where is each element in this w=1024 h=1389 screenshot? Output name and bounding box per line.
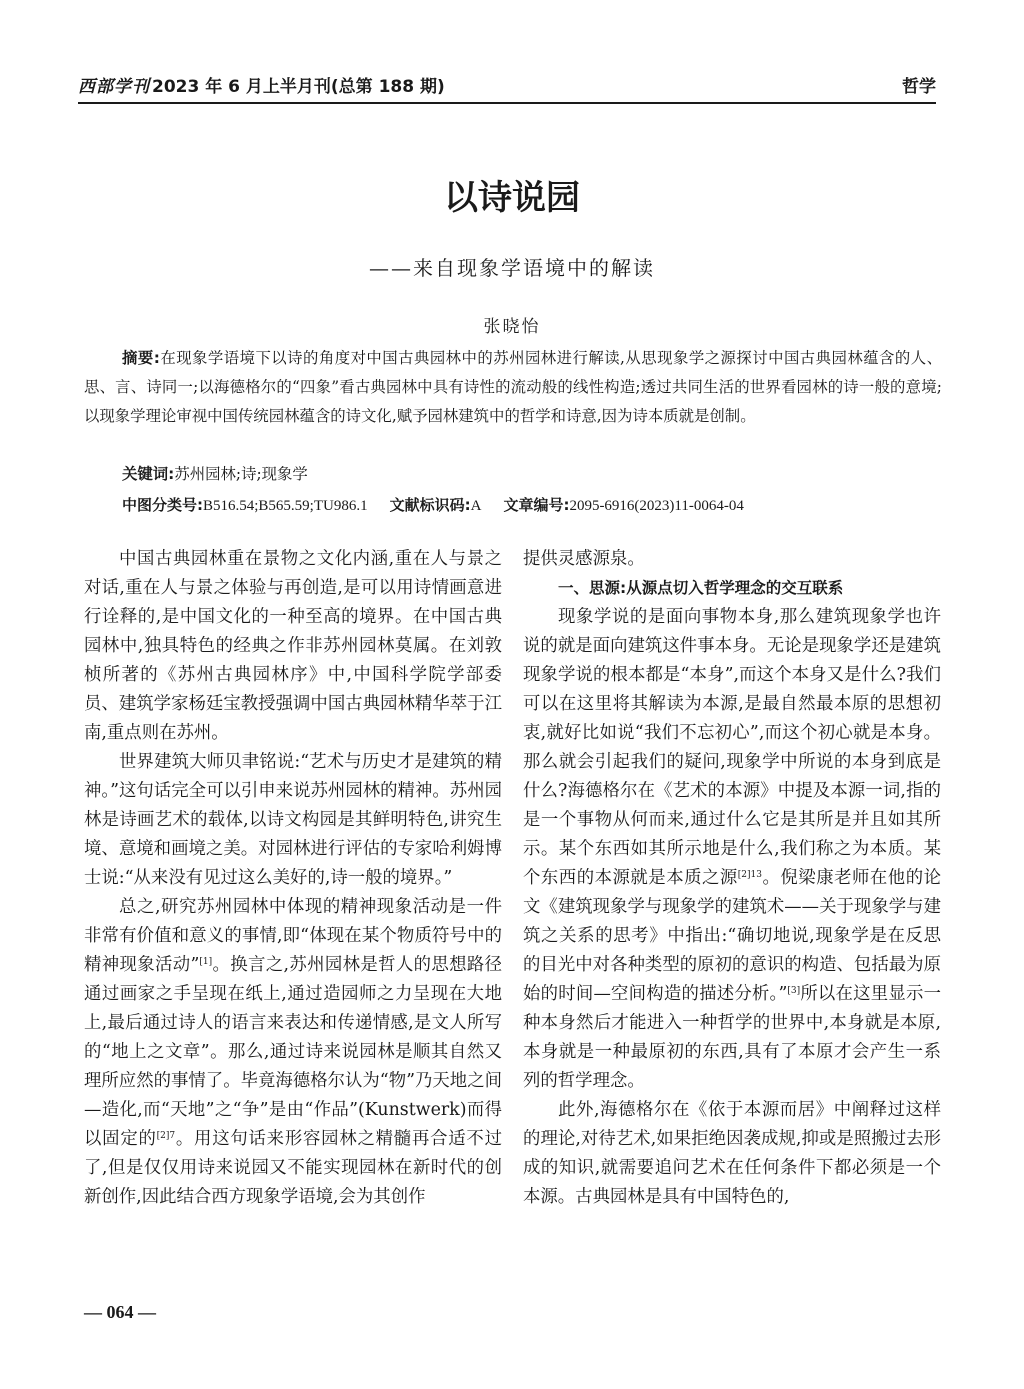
body-column-left: [84, 545, 502, 1212]
clc-value: B516.54;B565.59;TU986.1: [203, 498, 368, 514]
paragraph-continuation: 提供灵感源泉。: [523, 549, 645, 569]
journal-issue: [78, 72, 445, 97]
article-subtitle: ——来自现象学语境中的解读: [369, 256, 655, 280]
paragraph-text: 总之,研究苏州园林中体现的精神现象活动是一件非常有价值和意义的事情,即“体现在某个物质符号中的精神现象活动”: [84, 897, 502, 975]
article-number-value: 2095-6916(2023)11-0064-04: [569, 498, 744, 514]
abstract: [84, 344, 942, 431]
article-number-label: 文章编号:: [503, 496, 570, 514]
issue-label: 2023 年 6 月上半月刊(总第 188 期): [152, 77, 445, 97]
paragraph: 世界建筑大师贝聿铭说:“艺术与历史才是建筑的精神。”这句话完全可以引申来说苏州园林的精神。苏州园林是诗画艺术的载体,以诗文构园是其鲜明特色,讲究生境、意境和画境之美。对园林进行评估的专家哈利姆博士说:“从来没有见过这么美好的,诗一般的境界。”: [84, 752, 502, 888]
citation-ref: [1]: [199, 957, 213, 967]
abstract-label: 摘要:: [122, 349, 160, 367]
page-number: — 064 —: [84, 1302, 156, 1322]
paragraph-text: 现象学说的是面向事物本身,那么建筑现象学也许说的就是面向建筑这件事本身。无论是现象学还是建筑现象学说的根本都是“本身”,而这个本身又是什么?我们可以在这里将其解读为本源,是最自然最本原的思想初衷,就好比如说“我们不忘初心”,而这个初心就是本身。那么就会引起我们的疑问,现象学中所说的本身到底是什么?海德格尔在《艺术的本源》中提及本源一词,指的是一个事物从何而来,通过什么它是其所是并且如其所示。某个东西如其所示地是什么,我们称之为本质。某个东西的本源就是本质之源: [523, 607, 941, 888]
keywords-label: 关键词:: [122, 465, 175, 483]
paragraph-text: 所以在这里显示一种本身然后才能进入一种哲学的世界中,本身就是本原,本身就是一种最原初的东西,具有了本原才会产生一系列的哲学理念。: [523, 984, 941, 1091]
article-author: 张晓怡: [483, 317, 541, 337]
paragraph-text: 。用这句话来形容园林之精髓再合适不过了,但是仅仅用诗来说园又不能实现园林在新时代的创新创作,因此结合西方现象学语境,会为其创作: [84, 1129, 502, 1207]
paragraph: 中国古典园林重在景物之文化内涵,重在人与景之对话,重在人与景之体验与再创造,是可以用诗情画意进行诠释的,是中国文化的一种至高的境界。在中国古典园林中,独具特色的经典之作非苏州园林莫属。在刘敦桢所著的《苏州古典园林序》中,中国科学院学部委员、建筑学家杨廷宝教授强调中国古典园林精华萃于江南,重点则在苏州。: [84, 549, 502, 743]
doc-code-value: A: [470, 498, 482, 514]
running-header: [78, 72, 936, 104]
paragraph: [523, 603, 941, 1096]
journal-logo: 西部学刊: [78, 77, 150, 97]
keywords-text: 苏州园林;诗;现象学: [174, 465, 308, 483]
paragraph: [84, 893, 502, 1212]
citation-ref: [2]13: [737, 870, 762, 880]
section-heading: 一、思源:从源点切入哲学理念的交互联系: [558, 579, 844, 597]
section-label: 哲学: [902, 77, 936, 97]
abstract-text: 在现象学语境下以诗的角度对中国古典园林中的苏州园林进行解读,从思现象学之源探讨中国古典园林蕴含的人、思、言、诗同一;以海德格尔的“四象”看古典园林中具有诗性的流动般的线性构造;透过共同生活的世界看园林的诗一般的意境;以现象学理论审视中国传统园林蕴含的诗文化,赋予园林建筑中的哲学和诗意,因为诗本质就是创制。: [84, 349, 943, 425]
paragraph-text: 。倪梁康老师在他的论文《建筑现象学与现象学的建筑术——关于现象学与建筑之关系的思考》中指出:“确切地说,现象学是在反思的目光中对各种类型的原初的意识的构造、包括最为原始的时间—空间构造的描述分析。”: [523, 868, 941, 1004]
doc-code-label: 文献标识码:: [389, 496, 471, 514]
classification-line: [122, 494, 744, 515]
clc-label: 中图分类号:: [122, 496, 203, 514]
paragraph: 此外,海德格尔在《依于本源而居》中阐释过这样的理论,对待艺术,如果拒绝因袭成规,抑或是照搬过去形成的知识,就需要追问艺术在任何条件下都必须是一个本源。古典园林是具有中国特色的,: [523, 1100, 941, 1207]
paragraph-text: 。换言之,苏州园林是哲人的思想路径通过画家之手呈现在纸上,通过造园师之力呈现在大地上,最后通过诗人的语言来表达和传递情感,是文人所写的“地上之文章”。那么,通过诗来说园林是顺其自然又理所应然的事情了。毕竟海德格尔认为“物”乃天地之间—造化,而“天地”之“争”是由“作品”(Kunstwerk)而得以固定的: [84, 955, 502, 1149]
keywords: [122, 462, 308, 484]
article-title: 以诗说园: [444, 178, 580, 218]
citation-ref: [2]7: [156, 1131, 176, 1141]
body-column-right: [523, 545, 941, 1212]
citation-ref: [3]: [787, 986, 801, 996]
